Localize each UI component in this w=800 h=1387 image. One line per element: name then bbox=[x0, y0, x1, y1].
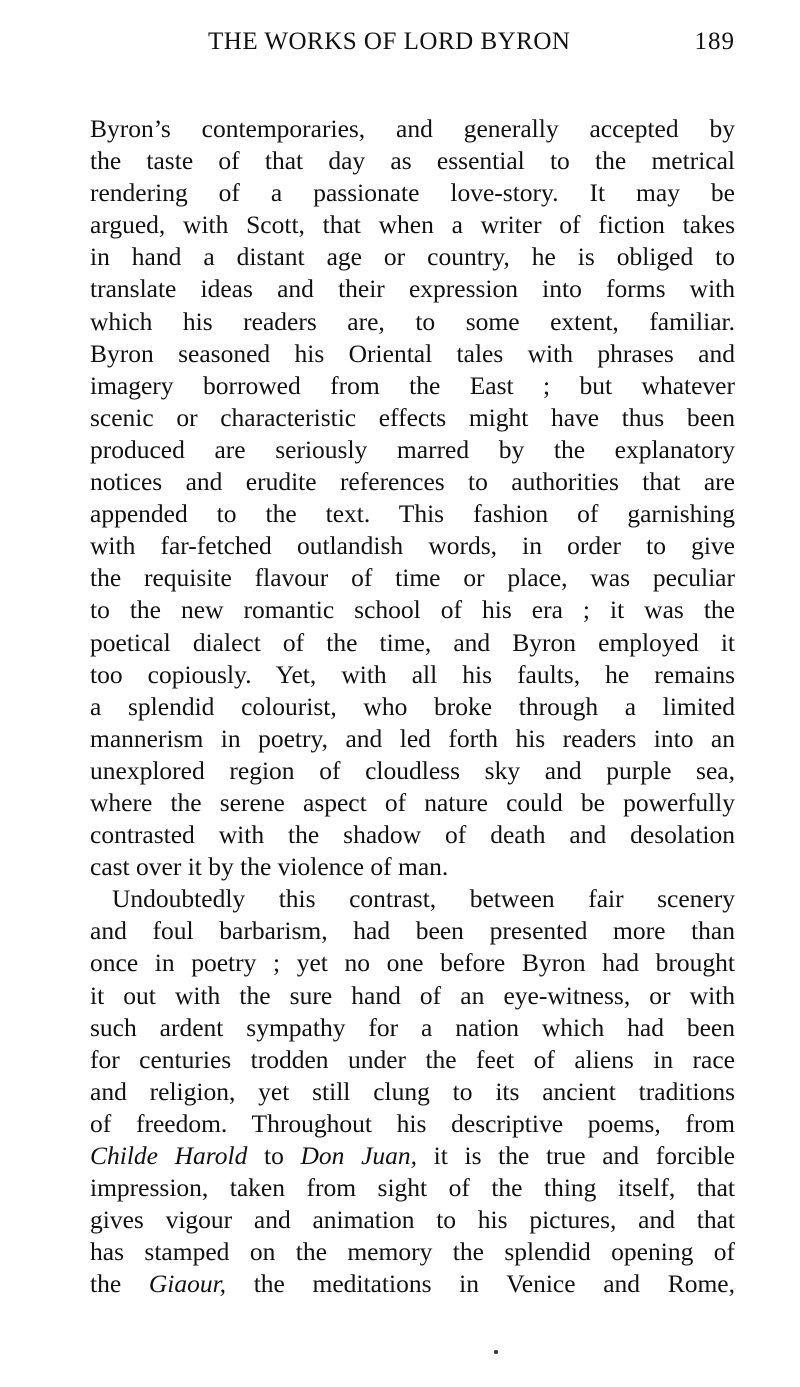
text-line bbox=[90, 787, 735, 819]
text-line bbox=[90, 402, 735, 434]
text-run: Undoubtedly this contrast, between fair scenery bbox=[112, 884, 735, 914]
paragraph bbox=[90, 113, 735, 883]
text-line bbox=[90, 819, 735, 851]
text-line bbox=[90, 915, 735, 947]
body-text bbox=[90, 113, 735, 1300]
text-line bbox=[90, 594, 735, 626]
text-run: argued, with Scott, that when a writer of fiction takes bbox=[90, 210, 735, 240]
running-title: THE WORKS OF LORD BYRON bbox=[208, 28, 571, 55]
text-line bbox=[90, 434, 735, 466]
text-run: gives vigour and animation to his pictures, and that bbox=[90, 1205, 735, 1235]
text-run: has stamped on the memory the splendid opening of bbox=[90, 1237, 735, 1267]
text-run: too copiously. Yet, with all his faults, he remains bbox=[90, 659, 735, 689]
text-line bbox=[90, 306, 735, 338]
text-line bbox=[90, 1108, 735, 1140]
text-line bbox=[90, 980, 735, 1012]
text-run: mannerism in poetry, and led forth his readers into an bbox=[90, 723, 735, 753]
text-run: a splendid colourist, who broke through a limited bbox=[90, 691, 735, 721]
text-run: appended to the text. This fashion of garnishing bbox=[90, 499, 735, 529]
text-line bbox=[90, 947, 735, 979]
text-run: rendering of a passionate love-story. It may be bbox=[90, 178, 735, 208]
text-line bbox=[90, 530, 735, 562]
text-line bbox=[90, 723, 735, 755]
text-line bbox=[90, 177, 735, 209]
text-run: Byron’s contemporaries, and generally accepted by bbox=[90, 114, 735, 143]
text-line bbox=[90, 1236, 735, 1268]
text-line bbox=[90, 466, 735, 498]
text-line bbox=[90, 145, 735, 177]
text-line bbox=[90, 659, 735, 691]
italic-title: Giaour, bbox=[148, 1269, 227, 1299]
text-run: of freedom. Throughout his descriptive poems, from bbox=[90, 1108, 735, 1138]
text-line bbox=[90, 627, 735, 659]
text-run: and religion, yet still clung to its ancient traditions bbox=[90, 1076, 735, 1106]
text-run: it out with the sure hand of an eye-witness, or with bbox=[90, 980, 735, 1010]
text-run: for centuries trodden under the feet of aliens in race bbox=[90, 1044, 735, 1074]
text-run: produced are seriously marred by the explanatory bbox=[90, 434, 735, 464]
text-line bbox=[90, 883, 735, 915]
italic-title: Don Juan, bbox=[300, 1141, 418, 1170]
text-line bbox=[90, 241, 735, 273]
text-run: where the serene aspect of nature could be powerfully bbox=[90, 787, 735, 817]
text-line bbox=[90, 273, 735, 305]
text-run: with far-fetched outlandish words, in order to give bbox=[90, 531, 735, 561]
page-header bbox=[90, 28, 735, 64]
text-run: Byron seasoned his Oriental tales with phrases and bbox=[90, 338, 735, 368]
italic-title: Childe Harold bbox=[90, 1141, 248, 1170]
text-line bbox=[90, 1140, 735, 1172]
text-run: the requisite flavour of time or place, was peculiar bbox=[90, 563, 735, 593]
text-line bbox=[90, 562, 735, 594]
text-line bbox=[90, 851, 735, 883]
text-run: imagery borrowed from the East ; but whatever bbox=[90, 370, 735, 400]
text-run: once in poetry ; yet no one before Byron had brought bbox=[90, 948, 735, 978]
text-line bbox=[90, 1012, 735, 1044]
text-run: contrasted with the shadow of death and desolation bbox=[90, 820, 735, 850]
text-run: unexplored region of cloudless sky and purple sea, bbox=[90, 755, 735, 785]
text-run: poetical dialect of the time, and Byron employed it bbox=[90, 627, 735, 657]
text-run: such ardent sympathy for a nation which had been bbox=[90, 1012, 735, 1042]
text-run: the taste of that day as essential to the metrical bbox=[90, 146, 735, 176]
text-run: notices and erudite references to authorities that are bbox=[90, 467, 735, 497]
text-line bbox=[90, 1268, 735, 1300]
page-number: 189 bbox=[694, 28, 735, 55]
text-line bbox=[90, 1044, 735, 1076]
text-line bbox=[90, 338, 735, 370]
text-run: it is the true and forcible bbox=[417, 1141, 735, 1170]
text-run: in hand a distant age or country, he is obliged to bbox=[90, 242, 735, 272]
text-line bbox=[90, 755, 735, 787]
text-line bbox=[90, 1076, 735, 1108]
text-run: which his readers are, to some extent, familiar. bbox=[90, 306, 735, 336]
text-run: cast over it by the violence of man. bbox=[90, 852, 449, 882]
text-line bbox=[90, 498, 735, 530]
text-run: the meditations in Venice and Rome, bbox=[226, 1269, 735, 1299]
text-run: the bbox=[90, 1269, 149, 1299]
text-line bbox=[90, 1204, 735, 1236]
text-line bbox=[90, 370, 735, 402]
text-run: translate ideas and their expression into forms with bbox=[90, 274, 735, 304]
text-line bbox=[90, 691, 735, 723]
paragraph bbox=[90, 883, 735, 1300]
text-line bbox=[90, 113, 735, 145]
text-run: to bbox=[247, 1141, 301, 1170]
text-run: impression, taken from sight of the thing itself, that bbox=[90, 1173, 735, 1203]
text-run: scenic or characteristic effects might have thus been bbox=[90, 402, 735, 432]
text-run: to the new romantic school of his era ; it was the bbox=[90, 595, 735, 625]
print-speck bbox=[494, 1350, 498, 1354]
text-line bbox=[90, 1172, 735, 1204]
text-run: and foul barbarism, had been presented more than bbox=[90, 916, 735, 946]
text-line bbox=[90, 209, 735, 241]
